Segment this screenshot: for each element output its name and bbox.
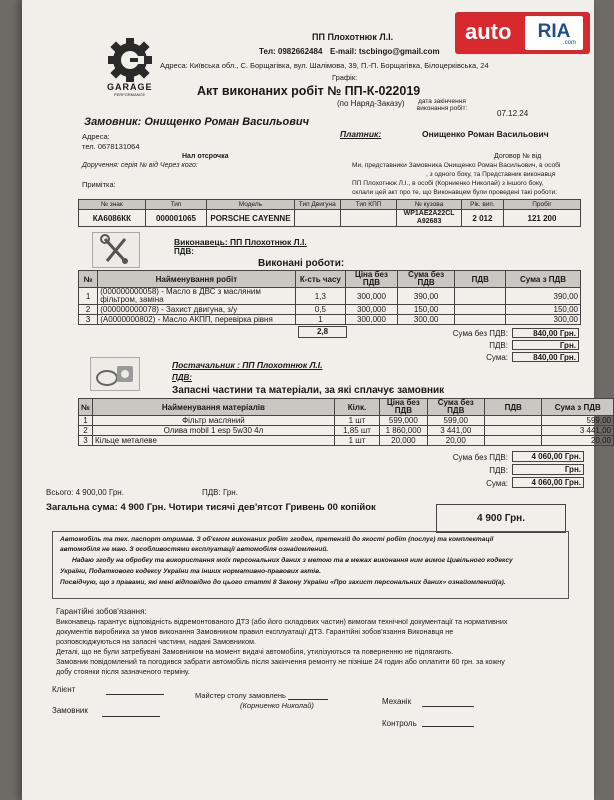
pr1-price: 599,000 xyxy=(380,416,427,426)
customer-name: Замовник: Онищенко Роман Васильович xyxy=(84,116,310,128)
customer-address: Адреса: xyxy=(82,132,110,141)
wr1-price: 300,000 xyxy=(346,288,398,305)
watermark-suffix: .com xyxy=(563,40,577,46)
pr1-sum: 599,00 xyxy=(427,416,484,426)
works-table xyxy=(78,270,581,325)
sig-client-line xyxy=(106,694,164,695)
company-name: ПП Плохотнюк Л.І. xyxy=(312,32,394,42)
wr1-sum: 390,00 xyxy=(397,288,455,305)
parts-total-label: Сума: xyxy=(486,479,508,488)
guarantee-title: Гарантійні зобов'язання: xyxy=(56,607,147,616)
vh-vin: № кузова xyxy=(397,200,462,210)
payer-name: Онищенко Роман Васильович xyxy=(422,129,549,139)
sig-control-label: Контроль xyxy=(382,719,417,728)
works-row xyxy=(79,315,581,325)
contract-line-4: склали цей акт про те, що Виконавцем були проведені такі роботи: xyxy=(352,189,558,196)
works-sum-value: 840,00 Грн. xyxy=(512,328,579,338)
notice-line-5: Посвідчую, що з правами, які мені відповідно до цього статті 8 Закону України «Про захист персональних даних» ознайомлений(а). xyxy=(60,579,506,586)
wr2-hours: 0,5 xyxy=(295,305,346,315)
parts-total-value: 4 060,00 Грн. xyxy=(512,477,584,488)
summary-pdv: ПДВ: Грн. xyxy=(202,488,238,497)
completion-label: дата закінчення виконання робіт: xyxy=(416,98,468,112)
wr2-total: 150,00 xyxy=(506,305,581,315)
vehicle-value-row xyxy=(79,210,581,227)
logo-sub: PERFORMANCE xyxy=(114,92,146,97)
vehicle-table xyxy=(78,199,581,227)
works-total-label: Сума: xyxy=(486,353,508,362)
parts-header-row xyxy=(79,399,614,416)
guarantee-line-3: розповсюджуються на запасні частини, надані Замовником. xyxy=(56,637,256,646)
wr1-hours: 1,3 xyxy=(295,288,346,305)
watermark-word: auto xyxy=(465,19,512,44)
pr3-total: 20,00 xyxy=(542,436,614,446)
vh-gearbox: Тип КПП xyxy=(340,200,396,210)
wr2-no: 2 xyxy=(79,305,98,315)
act-title: Акт виконаних робіт № ПП-К-022019 xyxy=(197,84,421,98)
wr3-name: (А0000000802) - Масло АКПП, перевірка рівня xyxy=(98,315,295,325)
wr3-hours: 1 xyxy=(295,315,346,325)
ph-sum: Сума без ПДВ xyxy=(427,399,484,416)
pr2-price: 1 860,000 xyxy=(380,426,427,436)
vv-mileage: 121 200 xyxy=(503,210,580,227)
sig-master-name: (Корниенко Николай) xyxy=(240,701,314,710)
guarantee-line-4: Деталі, що не були затребувані Замовником на момент видачі автомобіля, утилізуються та поверненню не підлягають. xyxy=(56,647,454,656)
parts-sum-value: 4 060,00 Грн. xyxy=(512,451,584,462)
guarantee-line-1: Виконавець гарантує відповідність відремонтованого ДТЗ (або його складових частин) вимогам технічної документації та нормативних xyxy=(56,617,508,626)
parts-row xyxy=(79,416,614,426)
customer-phone: тел. 0678131064 xyxy=(82,142,140,151)
company-email: E-mail: tscbingo@gmail.com xyxy=(330,47,440,56)
sig-customer-label: Замовник xyxy=(52,706,88,715)
vv-year: 2 012 xyxy=(461,210,503,227)
wrench-icon xyxy=(93,233,139,267)
wh-vat: ПДВ xyxy=(455,271,506,288)
vh-model: Модель xyxy=(207,200,294,210)
pr3-name: Кільце металеве xyxy=(93,436,335,446)
works-sum-label: Сума без ПДВ: xyxy=(452,329,508,338)
payer-label: Платник: xyxy=(340,129,382,139)
wh-hours: К-сть часу xyxy=(295,271,346,288)
ph-name: Найменування матеріалів xyxy=(93,399,335,416)
vh-plate: № знак xyxy=(79,200,146,210)
wr3-total: 300,00 xyxy=(506,315,581,325)
wr1-no: 1 xyxy=(79,288,98,305)
gear-icon xyxy=(104,38,160,82)
vv-plate: КА6086КК xyxy=(79,210,146,227)
parts-title: Запасні частини та матеріали, за які сплачує замовник xyxy=(172,385,445,396)
summary-all: Всього: 4 900,00 Грн. xyxy=(46,488,124,497)
pr2-vat xyxy=(484,426,541,436)
ph-vat: ПДВ xyxy=(484,399,541,416)
works-pdv: ПДВ: xyxy=(174,247,194,256)
pr1-vat xyxy=(484,416,541,426)
ph-qty: Кілк. xyxy=(334,399,379,416)
vv-vin: WP1AE2A22CL A92683 xyxy=(397,210,462,227)
pr2-sum: 3 441,00 xyxy=(427,426,484,436)
sig-control-line xyxy=(422,726,474,727)
completion-date: 07.12.24 xyxy=(497,109,529,118)
works-total-value: 840,00 Грн. xyxy=(512,352,579,362)
sig-mechanic-label: Механік xyxy=(382,697,412,706)
parts-icon xyxy=(91,358,139,390)
works-total-hours: 2,8 xyxy=(298,326,347,338)
wr1-name: (000000000058) - Масло в ДВС з масляним фільтром, заміна xyxy=(98,288,295,305)
tools-picture xyxy=(92,232,140,268)
ph-price: Ціна без ПДВ xyxy=(380,399,427,416)
pr2-total: 3 441,00 xyxy=(542,426,614,436)
vehicle-header-row xyxy=(79,200,581,210)
pr1-qty: 1 шт xyxy=(334,416,379,426)
parts-table xyxy=(78,398,614,446)
works-executor: Виконавець: ПП Плохотнюк Л.І. xyxy=(174,237,307,247)
wh-name: Найменування робіт xyxy=(98,271,295,288)
wh-sum: Сума без ПДВ xyxy=(397,271,455,288)
parts-picture xyxy=(90,357,140,391)
company-schedule: Графік: xyxy=(332,73,358,82)
parts-supplier: Постачальник : ПП Плохотнюк Л.І. xyxy=(172,360,323,370)
works-row xyxy=(79,288,581,305)
wh-no: № xyxy=(79,271,98,288)
vv-model: PORSCHE CAYENNE xyxy=(207,210,294,227)
sig-master-line xyxy=(288,699,328,700)
wh-total: Сума з ПДВ xyxy=(506,271,581,288)
pr3-price: 20,000 xyxy=(380,436,427,446)
contract-line-1: Ми, представники Замовника Онищенко Роман Васильович, в особі xyxy=(352,162,561,169)
act-document xyxy=(22,0,611,800)
ph-no: № xyxy=(79,399,93,416)
wr2-vat xyxy=(455,305,506,315)
wr1-vat xyxy=(455,288,506,305)
works-vat-value: Грн. xyxy=(512,340,579,350)
notice-line-4: України, Податкового кодексу України та інших нормативно-правових актів. xyxy=(60,568,321,575)
logo-word: GARAGE xyxy=(107,82,153,92)
wr3-sum: 300,00 xyxy=(397,315,455,325)
pr2-no: 2 xyxy=(79,426,93,436)
works-vat-label: ПДВ: xyxy=(489,341,508,350)
pr2-qty: 1,85 шт xyxy=(334,426,379,436)
contract-line-3: ПП Плохотнюк Л.І., в особі (Корниенко Николай) з іншого боку, xyxy=(352,180,544,187)
works-row xyxy=(79,305,581,315)
act-subtitle: (по Наряд-Заказу) xyxy=(337,99,405,108)
wr3-price: 300,000 xyxy=(346,315,398,325)
summary-box: 4 900 Грн. xyxy=(436,504,566,533)
contract-no: Договор № від xyxy=(494,153,542,160)
pr2-name: Олива mobil 1 esp 5w30 4л xyxy=(93,426,335,436)
works-title: Виконані роботи: xyxy=(258,258,345,269)
parts-vat-label: ПДВ: xyxy=(489,466,508,475)
pr3-vat xyxy=(484,436,541,446)
sig-customer-line xyxy=(102,716,160,717)
watermark-badge-bg xyxy=(525,16,583,50)
vh-engine: Тип Двигуна xyxy=(294,200,340,210)
contract-line-2: , з одного боку, та Представник виконавця xyxy=(426,171,556,178)
notice-line-3: Надаю згоду на обробку та використання моїх персональних даних з метою та в межах виконання ним вимог Цивільного кодексу xyxy=(72,557,513,564)
parts-pdv: ПДВ: xyxy=(172,373,192,382)
pr3-qty: 1 шт xyxy=(334,436,379,446)
vh-mileage: Пробіг xyxy=(503,200,580,210)
parts-sum-label: Сума без ПДВ: xyxy=(452,453,508,462)
watermark-badge: RIA xyxy=(537,21,571,42)
garage-logo xyxy=(104,38,160,96)
guarantee-line-6: добу стоянки після зазначеного терміну. xyxy=(56,667,190,676)
wr3-vat xyxy=(455,315,506,325)
wh-price: Ціна без ПДВ xyxy=(346,271,398,288)
vh-year: Рік. вип. xyxy=(461,200,503,210)
vv-gearbox xyxy=(340,210,396,227)
vv-engine xyxy=(294,210,340,227)
pr3-no: 3 xyxy=(79,436,93,446)
wr2-name: (000000000078) - Захист двигуна, з/у xyxy=(98,305,295,315)
pr3-sum: 20,00 xyxy=(427,436,484,446)
sig-master-label: Майстер столу замовлень xyxy=(195,691,286,700)
vv-type: 000001065 xyxy=(145,210,207,227)
notice-line-1: Автомобіль та тех. паспорт отримав. З об'ємом виконаних робіт згоден, претензій до якості робіт (послуг) та комплектації xyxy=(60,536,494,543)
ph-total: Сума з ПДВ xyxy=(542,399,614,416)
guarantee-line-5: Замовник повідомлений та погодився забрати автомобіль після закінчення ремонту не пізніше 24 годин або оплатити 60 грн. за кожну xyxy=(56,657,505,666)
parts-row xyxy=(79,436,614,446)
works-header-row xyxy=(79,271,581,288)
company-address: Адреса: Київська обл., С. Борщагівка, вул. Шалімова, 39, П.-П. Борщагівка, Білоцерківська, 24 xyxy=(160,61,489,70)
pr1-no: 1 xyxy=(79,416,93,426)
sig-client-label: Клієнт xyxy=(52,685,76,694)
pr1-total: 599,00 xyxy=(542,416,614,426)
autoria-watermark xyxy=(455,12,590,54)
wr3-no: 3 xyxy=(79,315,98,325)
customer-note: Примітка: xyxy=(82,180,116,189)
company-phone: Тел: 0982662484 xyxy=(259,47,323,56)
wr1-total: 390,00 xyxy=(506,288,581,305)
notice-line-2: автомобіля не маю. З особливостями експлуатації автомобіля ознайомлений. xyxy=(60,546,329,553)
guarantee-line-2: документів виробника за умов виконання Замовником правил експлуатації ДТЗ. Гарантійні зобов'язання Виконавця не xyxy=(56,627,454,636)
vh-type: Тип xyxy=(145,200,207,210)
summary-total: Загальна сума: 4 900 Грн. Чотири тисячі дев'ятсот Гривень 00 копійок xyxy=(46,502,376,513)
wr2-sum: 150,00 xyxy=(397,305,455,315)
parts-vat-value: Грн. xyxy=(512,464,584,475)
pr1-name: Фільтр масляний xyxy=(93,416,335,426)
wr2-price: 300,000 xyxy=(346,305,398,315)
sig-mechanic-line xyxy=(422,706,474,707)
customer-nal: Нал отсрочка xyxy=(182,153,229,160)
customer-power: Доручення: серія № від Через кого: xyxy=(82,162,198,169)
parts-row xyxy=(79,426,614,436)
